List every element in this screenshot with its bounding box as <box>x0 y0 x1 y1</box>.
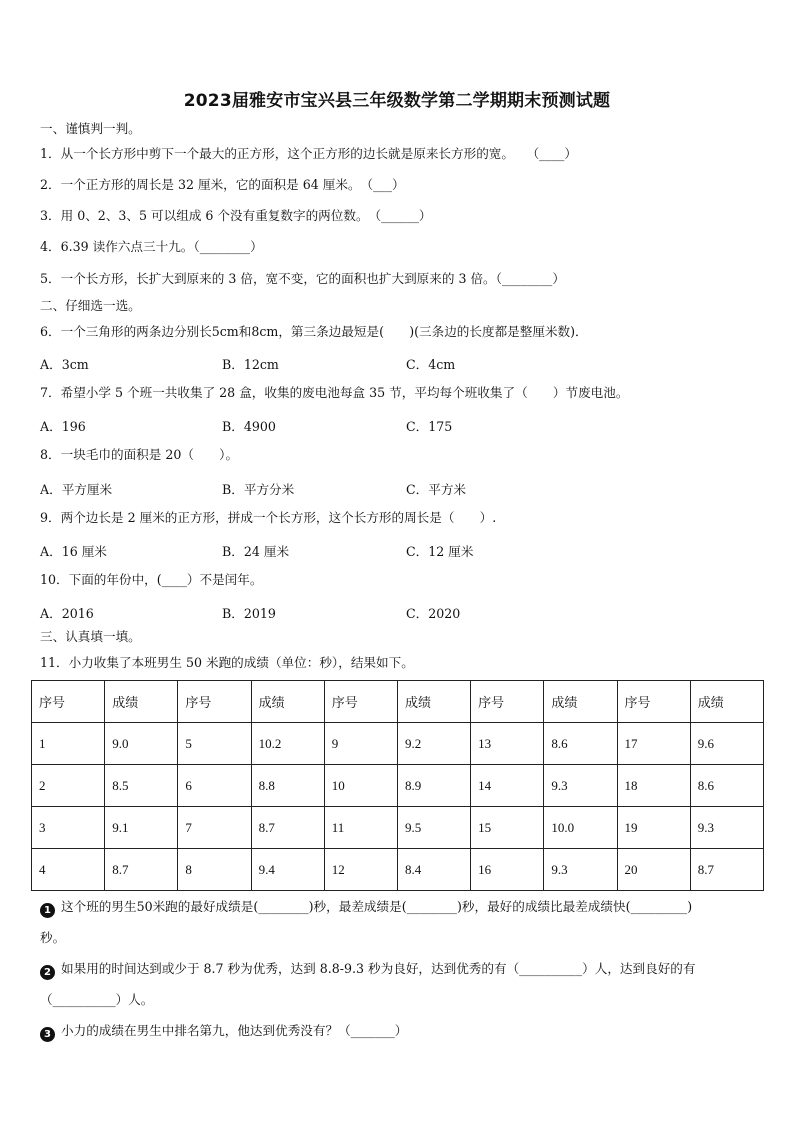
sub-question-text: 小力的成绩在男生中排名第九，他达到优秀没有？（_______） <box>61 1023 408 1038</box>
question-2: 2．一个正方形的周长是 32 厘米，它的面积是 64 厘米。 （___） <box>40 177 405 192</box>
option-b: B．4900 <box>222 419 276 434</box>
table-cell: 6 <box>178 765 251 807</box>
table-cell: 20 <box>617 849 690 891</box>
sub-question-1 <box>40 899 692 918</box>
option-c: C．12 厘米 <box>406 544 474 559</box>
option-a: A．16 厘米 <box>40 544 107 559</box>
question-7-options <box>40 416 760 432</box>
option-c: C．175 <box>406 419 453 434</box>
table-header-row <box>32 681 764 723</box>
sub-question-text: 这个班的男生50米跑的最好成绩是(________)秒，最差成绩是(________)秒，最好的成绩比最差成绩快(_________) <box>61 899 693 914</box>
table-row <box>32 723 764 765</box>
section-heading-fill: 三、认真填一填。 <box>40 629 141 644</box>
option-b: B．2019 <box>222 606 276 621</box>
table-cell: 8.7 <box>105 849 178 891</box>
table-cell: 9.2 <box>397 723 470 765</box>
sub-question-1-continued: 秒。 <box>40 930 66 945</box>
table-cell: 11 <box>324 807 397 849</box>
table-cell: 10 <box>324 765 397 807</box>
table-header-cell: 成绩 <box>251 681 324 723</box>
table-cell: 8.7 <box>251 807 324 849</box>
table-cell: 9.0 <box>105 723 178 765</box>
circled-number: 1 <box>40 903 55 918</box>
table-header-cell: 成绩 <box>544 681 617 723</box>
question-8: 8．一块毛巾的面积是 20（ ）。 <box>40 447 239 462</box>
table-header-cell: 序号 <box>324 681 397 723</box>
table-header-cell: 序号 <box>471 681 544 723</box>
question-4: 4．6.39 读作六点三十九。（________） <box>40 239 263 254</box>
table-header-cell: 成绩 <box>105 681 178 723</box>
table-cell: 9 <box>324 723 397 765</box>
sub-question-3 <box>40 1023 407 1042</box>
question-3: 3．用 0、2、3、5 可以组成 6 个没有重复数字的两位数。 （______） <box>40 208 432 223</box>
option-a: A．平方厘米 <box>40 482 113 497</box>
table-cell: 10.0 <box>544 807 617 849</box>
option-c: C．平方米 <box>406 482 467 497</box>
circled-number: 2 <box>40 965 55 980</box>
table-header-cell: 序号 <box>178 681 251 723</box>
circled-number: 3 <box>40 1027 55 1042</box>
question-9: 9．两个边长是 2 厘米的正方形，拼成一个长方形，这个长方形的周长是（ ）. <box>40 510 497 525</box>
table-cell: 8.6 <box>690 765 763 807</box>
option-b: B．平方分米 <box>222 482 295 497</box>
table-cell: 9.3 <box>690 807 763 849</box>
question-6-options <box>40 354 760 370</box>
table-cell: 9.6 <box>690 723 763 765</box>
table-header-cell: 序号 <box>617 681 690 723</box>
table-cell: 7 <box>178 807 251 849</box>
option-a: A．2016 <box>40 606 94 621</box>
question-10: 10．下面的年份中，(____）不是闰年。 <box>40 572 263 587</box>
table-cell: 8.5 <box>105 765 178 807</box>
table-cell: 8.4 <box>397 849 470 891</box>
option-a: A．196 <box>40 419 86 434</box>
page-title: 2023届雅安市宝兴县三年级数学第二学期期末预测试题 <box>183 91 611 111</box>
section-heading-choose: 二、仔细选一选。 <box>40 298 141 313</box>
table-cell: 2 <box>32 765 105 807</box>
sub-question-2 <box>40 961 695 980</box>
table-cell: 4 <box>32 849 105 891</box>
table-cell: 3 <box>32 807 105 849</box>
question-6: 6．一个三角形的两条边分别长5cm和8cm，第三条边最短是( )(三条边的长度都是整厘米数)． <box>40 324 588 339</box>
table-cell: 16 <box>471 849 544 891</box>
question-11: 11．小力收集了本班男生 50 米跑的成绩（单位：秒），结果如下。 <box>40 655 414 670</box>
table-cell: 15 <box>471 807 544 849</box>
table-cell: 5 <box>178 723 251 765</box>
option-a: A．3cm <box>40 357 89 372</box>
question-8-options <box>40 479 760 495</box>
option-b: B．24 厘米 <box>222 544 290 559</box>
question-5: 5．一个长方形，长扩大到原来的 3 倍，宽不变，它的面积也扩大到原来的 3 倍。（________） <box>40 271 565 286</box>
score-table <box>31 680 764 891</box>
table-cell: 9.3 <box>544 765 617 807</box>
question-10-options <box>40 603 760 619</box>
table-cell: 19 <box>617 807 690 849</box>
option-c: C．2020 <box>406 606 461 621</box>
table-row <box>32 765 764 807</box>
question-7: 7．希望小学 5 个班一共收集了 28 盒，收集的废电池每盒 35 节，平均每个班收集了（ ）节废电池。 <box>40 385 629 400</box>
table-cell: 10.2 <box>251 723 324 765</box>
table-header-cell: 成绩 <box>690 681 763 723</box>
table-cell: 9.1 <box>105 807 178 849</box>
table-header-cell: 成绩 <box>397 681 470 723</box>
sub-question-text: 如果用的时间达到或少于 8.7 秒为优秀，达到 8.8-9.3 秒为良好，达到优秀的有（__________）人，达到良好的有 <box>61 961 696 976</box>
table-cell: 8.7 <box>690 849 763 891</box>
table-cell: 8.9 <box>397 765 470 807</box>
question-9-options <box>40 541 760 557</box>
table-row <box>32 849 764 891</box>
sub-question-2-continued: （__________）人。 <box>40 992 154 1007</box>
table-cell: 9.4 <box>251 849 324 891</box>
table-cell: 18 <box>617 765 690 807</box>
question-1: 1．从一个长方形中剪下一个最大的正方形，这个正方形的边长就是原来长方形的宽。 （____） <box>40 146 577 161</box>
section-heading-judge: 一、谨慎判一判。 <box>40 121 141 136</box>
table-cell: 1 <box>32 723 105 765</box>
table-row <box>32 807 764 849</box>
table-cell: 17 <box>617 723 690 765</box>
table-cell: 8.8 <box>251 765 324 807</box>
table-header-cell: 序号 <box>32 681 105 723</box>
table-cell: 12 <box>324 849 397 891</box>
table-cell: 9.5 <box>397 807 470 849</box>
option-c: C．4cm <box>406 357 456 372</box>
table-cell: 13 <box>471 723 544 765</box>
option-b: B．12cm <box>222 357 279 372</box>
table-cell: 9.3 <box>544 849 617 891</box>
table-cell: 8.6 <box>544 723 617 765</box>
table-cell: 8 <box>178 849 251 891</box>
table-cell: 14 <box>471 765 544 807</box>
